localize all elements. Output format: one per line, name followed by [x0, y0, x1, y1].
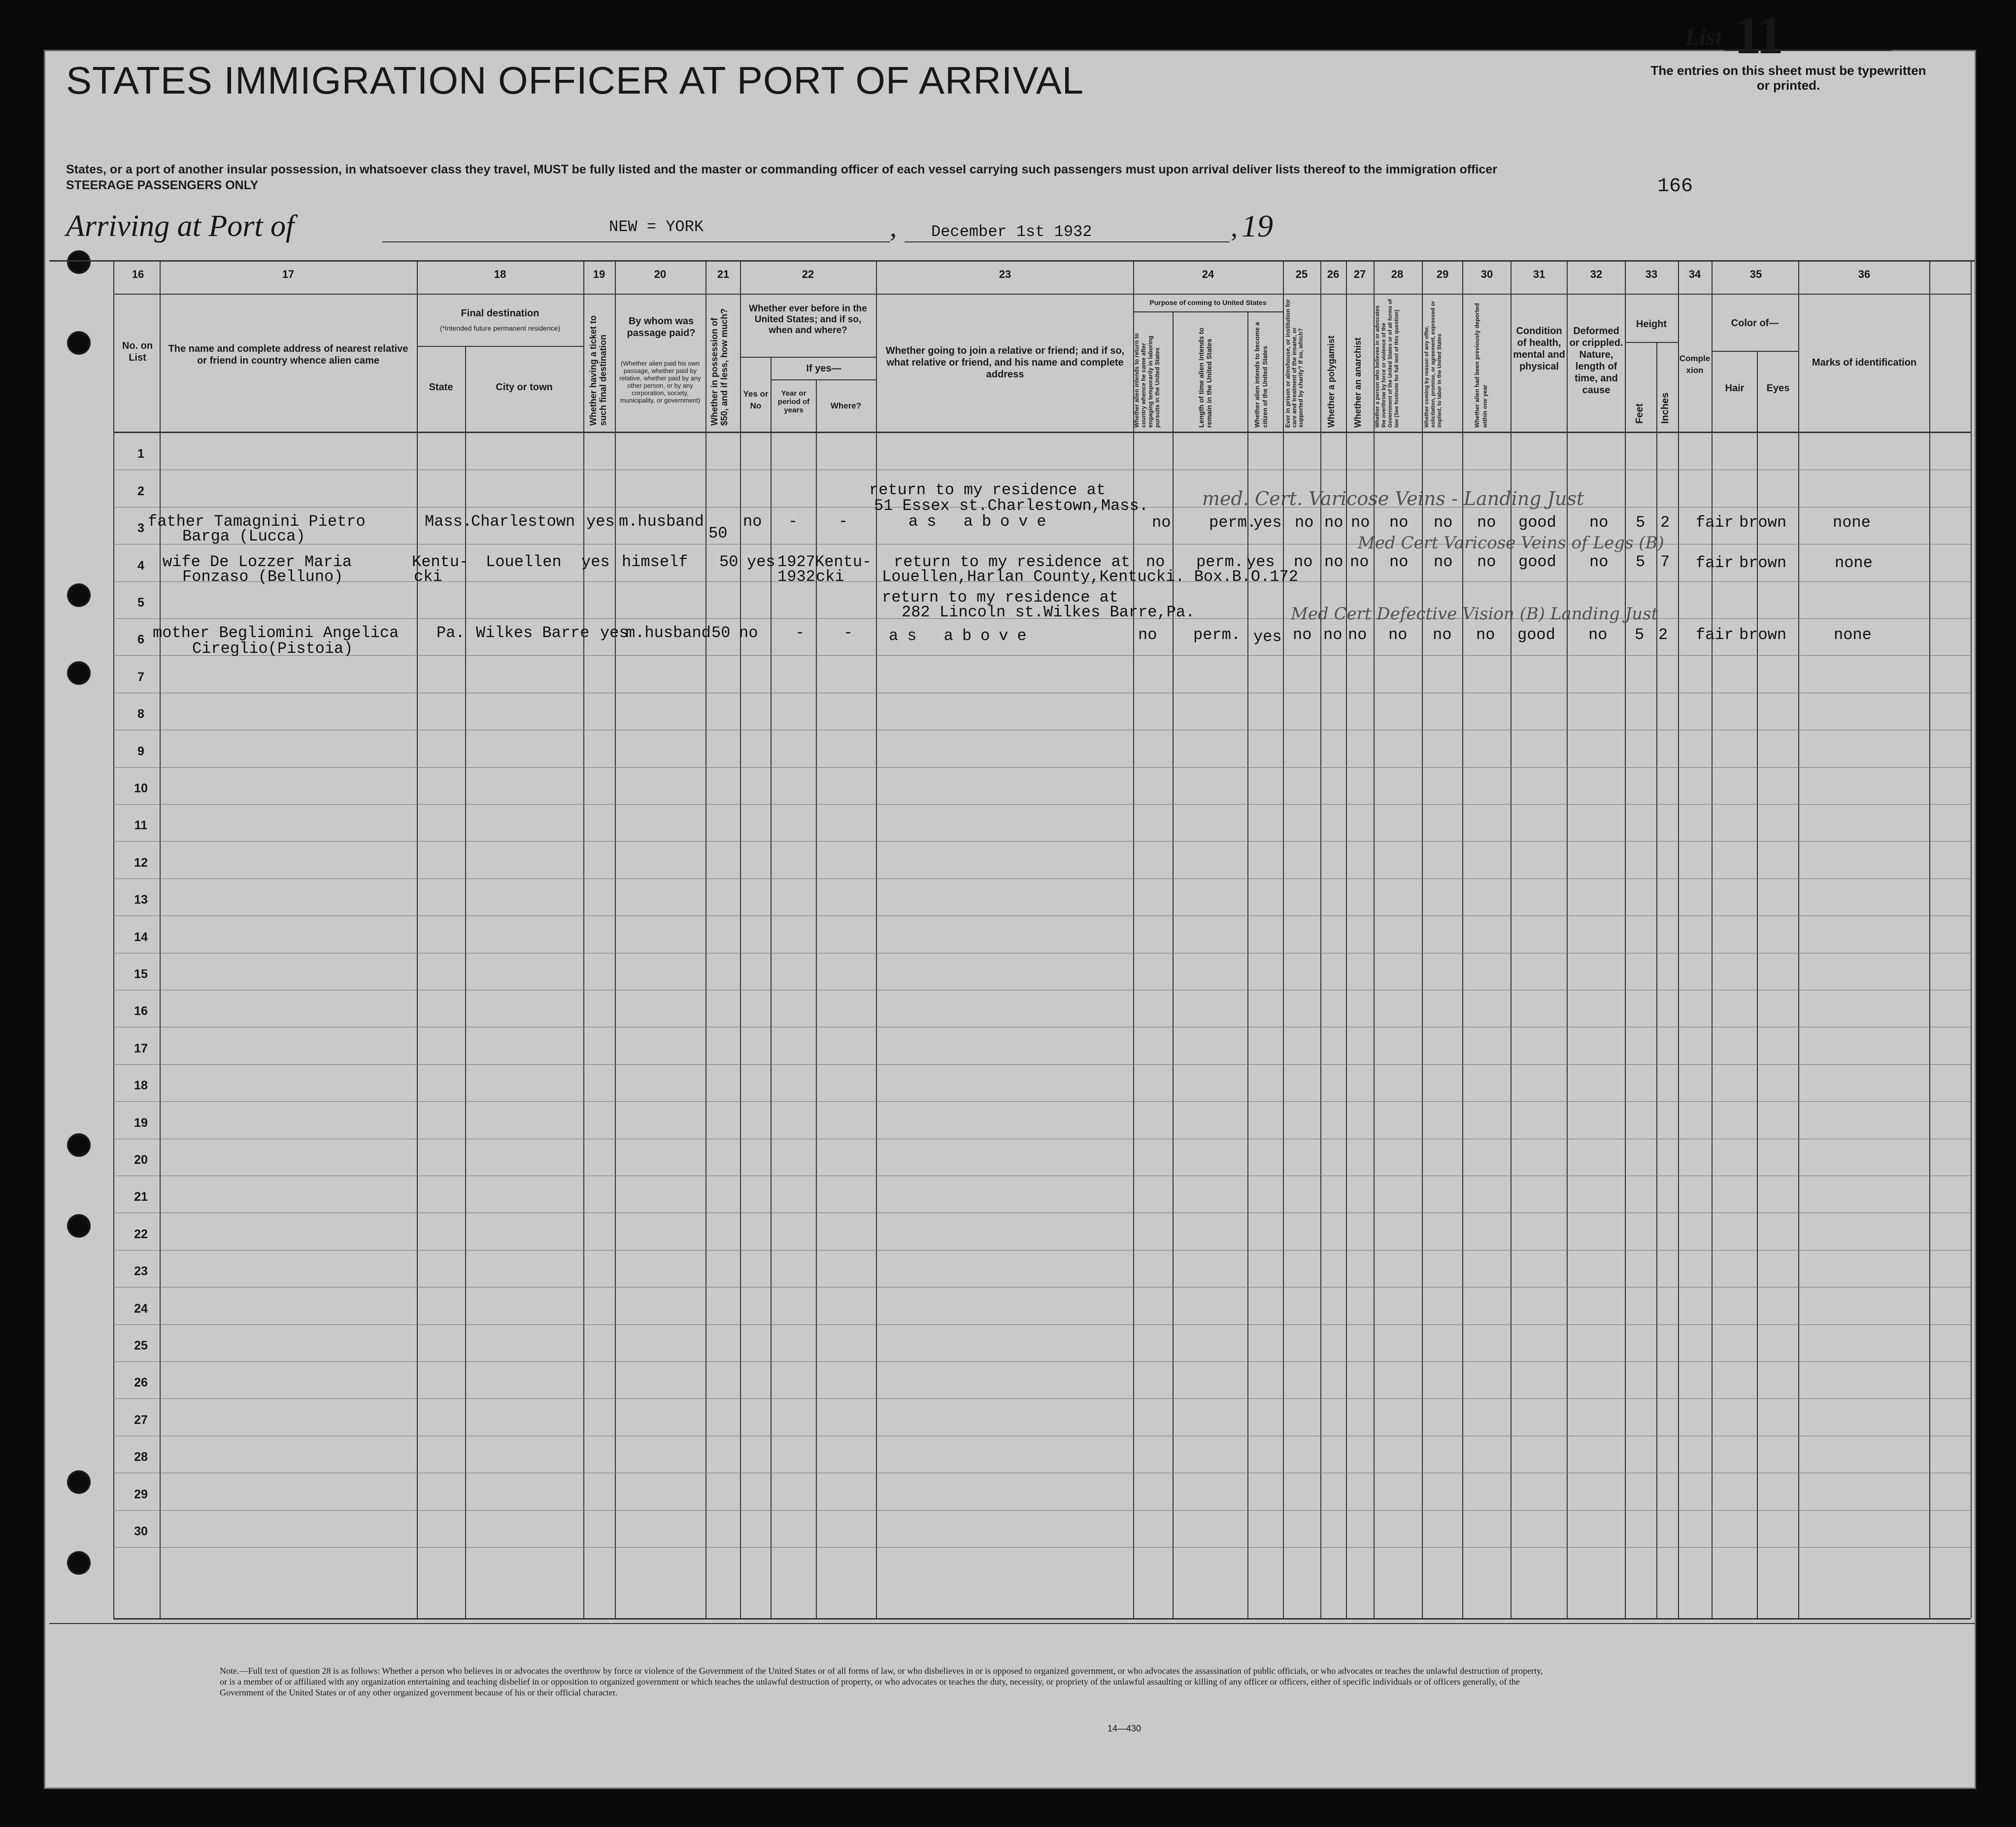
entry-relative: wife De Lozzer Maria — [163, 553, 352, 571]
row-line — [113, 1510, 1971, 1511]
entry-q29: no — [1434, 513, 1453, 532]
entry-relative: mother Begliomini Angelica — [153, 624, 399, 642]
entry-purpose-return: no — [1152, 513, 1171, 532]
height-header: Height — [1636, 319, 1667, 330]
entry-polygamist: no — [1324, 553, 1344, 571]
row-number: 16 — [134, 1004, 148, 1018]
col-number: 20 — [654, 268, 667, 280]
entry-q28: no — [1389, 513, 1409, 532]
col-number: 24 — [1202, 268, 1214, 280]
color-of-header: Color of— — [1731, 318, 1779, 329]
col-line — [1374, 260, 1375, 1618]
purpose-return-header: Whether alien intends to return to country whence he came after engaging temporarily in laboring pursuits in the United States — [1133, 333, 1161, 428]
entry-where: Kentu- — [815, 553, 872, 571]
row-number: 19 — [134, 1116, 148, 1130]
col-number: 19 — [593, 268, 605, 280]
if-yes-header: If yes— — [806, 363, 841, 374]
header-bottom-border — [113, 432, 1971, 433]
col-number: 36 — [1858, 268, 1871, 280]
no-on-list-header: No. on List — [122, 340, 153, 363]
row-line — [113, 841, 1971, 842]
year-suffix: 19 — [1242, 208, 1273, 243]
row-line — [113, 804, 1971, 805]
col-line — [1283, 260, 1284, 1618]
row-line — [113, 1398, 1971, 1399]
marks-header: Marks of identification — [1812, 357, 1917, 368]
col-line — [1971, 260, 1972, 1618]
col-line — [1346, 260, 1347, 1618]
ever-before-header: Whether ever before in the United States; and if so, when and where? — [749, 304, 867, 336]
entry-year-cont: 1932 — [777, 568, 815, 586]
row-number: 22 — [134, 1227, 148, 1241]
col-number: 32 — [1590, 268, 1603, 280]
entry-annotation: med. Cert. Varicose Veins - Landing Just — [1202, 488, 1584, 509]
entry-year: 1927 — [777, 553, 815, 571]
entry-citizen: yes — [1246, 553, 1275, 571]
list-number: 11 — [1734, 5, 1781, 65]
entry-paid-by: himself — [622, 553, 688, 571]
color-divider — [1712, 351, 1798, 352]
entry-length: perm. — [1209, 513, 1257, 532]
entry-citizen: yes — [1253, 513, 1282, 532]
col-number: 29 — [1436, 268, 1449, 280]
where-header: Where? — [830, 401, 862, 410]
row-number: 27 — [134, 1413, 148, 1427]
entry-ticket: yes — [581, 553, 610, 571]
entry-ticket: yes — [586, 512, 615, 531]
col-line — [1567, 260, 1568, 1618]
punch-hole — [67, 250, 91, 274]
purpose-divider — [1133, 311, 1283, 312]
row-number: 23 — [134, 1264, 148, 1278]
entry-join-note: as above — [908, 512, 1055, 531]
entry-hair: brown — [1739, 626, 1787, 644]
entry-anarchist: no — [1350, 553, 1369, 571]
col-number: 26 — [1327, 268, 1340, 280]
entry-marks: none — [1835, 554, 1873, 572]
row-number: 24 — [134, 1302, 148, 1316]
col-line — [583, 260, 584, 1618]
entry-prison: no — [1295, 513, 1314, 532]
steerage-caption: STEERAGE PASSENGERS ONLY — [66, 178, 259, 192]
prison-header: Ever in prison or almshouse, or institution for care and treatment of the insane, or supported by charity? If so, which? — [1284, 299, 1304, 428]
entry-anarchist: no — [1348, 626, 1367, 644]
col-line — [1422, 260, 1423, 1618]
row-line — [113, 1064, 1971, 1065]
punch-hole — [67, 661, 91, 685]
row-line — [113, 1547, 1971, 1548]
entry-relative-town: Cireglio(Pistoia) — [192, 640, 353, 658]
inches-header: Inches — [1660, 392, 1671, 424]
row-number: 30 — [134, 1524, 148, 1538]
col-number: 35 — [1749, 268, 1762, 280]
entry-q30: no — [1477, 513, 1496, 532]
header-caption: States, or a port of another insular possession, in whatsoever class they travel, MUST be fully listed and the master or commanding officer of each vessel carrying such passengers must upon arrival deliver lists thereof to the immigration officer — [66, 163, 1497, 176]
state-header: State — [429, 382, 453, 393]
anarchist-header: Whether an anarchist — [1353, 337, 1363, 428]
col-line — [1798, 260, 1799, 1618]
col-number: 34 — [1688, 268, 1701, 280]
entry-feet: 5 — [1635, 626, 1645, 644]
row-line — [113, 1250, 1971, 1251]
entry-inches: 2 — [1660, 513, 1670, 532]
complexion-header: Complexion — [1679, 354, 1711, 375]
table-bottom-border — [113, 1618, 1971, 1620]
col-line — [1511, 260, 1512, 1618]
entry-relative: father Tamagnini Pietro — [148, 512, 366, 531]
entry-deformed: no — [1589, 513, 1609, 532]
col-line — [417, 260, 418, 1618]
date-underline — [905, 241, 1230, 242]
entry-anarchist: no — [1351, 513, 1370, 532]
entry-join-address: Louellen,Harlan County,Kentucki. Box.B.O.172 — [882, 568, 1298, 586]
page-title: STATES IMMIGRATION OFFICER AT PORT OF ARRIVAL — [66, 59, 1084, 102]
row-number: 17 — [134, 1042, 148, 1055]
row-number: 10 — [134, 781, 148, 795]
col-number: 22 — [802, 268, 814, 280]
entry-health: good — [1518, 513, 1556, 532]
entry-marks: none — [1834, 626, 1872, 644]
entry-state: Kentu- — [412, 553, 469, 571]
entry-complexion: fair — [1696, 513, 1734, 532]
manifest-sheet — [45, 51, 1975, 1788]
port-underline — [382, 241, 890, 242]
entry-deformed: no — [1588, 626, 1608, 644]
col-number: 31 — [1533, 268, 1546, 280]
citizen-intent-header: Whether alien intends to become a citizen of the United States — [1253, 322, 1269, 428]
nearest-relative-header: The name and complete address of nearest relative or friend in country whence alien came — [168, 343, 408, 366]
row-number: 7 — [137, 670, 144, 684]
polygamist-header: Whether a polygamist — [1326, 335, 1336, 428]
entry-q30: no — [1476, 626, 1495, 644]
row-line — [113, 1101, 1971, 1102]
deformed-header: Deformed or crippled. Nature, length of time, and cause — [1569, 326, 1623, 396]
entry-length: perm. — [1196, 553, 1244, 571]
col-line — [1320, 260, 1321, 1618]
row-line — [113, 655, 1971, 656]
col-number: 33 — [1645, 268, 1658, 280]
entry-where: - — [843, 624, 853, 642]
q29-header: Whether coming by reason of any offer, solicitation, promise, or agreement, expressed or implied, to labor in the United States — [1424, 301, 1443, 428]
entry-ever-before: yes — [747, 553, 775, 571]
entry-complexion: fair — [1696, 554, 1734, 572]
year-period-header: Year or period of years — [777, 389, 810, 414]
entry-join-address: 282 Lincoln st.Wilkes Barre,Pa. — [902, 603, 1195, 621]
arriving-label: Arriving at Port of — [66, 209, 295, 243]
col-number: 30 — [1480, 268, 1493, 280]
col-number: 18 — [494, 268, 506, 280]
entry-state: Mass. — [425, 512, 472, 531]
entry-feet: 5 — [1636, 553, 1646, 571]
row-number: 21 — [134, 1190, 148, 1204]
entry-join: return to my residence at — [894, 553, 1131, 571]
col-line — [1712, 260, 1713, 1618]
col-line — [1625, 260, 1626, 1618]
condition-header: Condition of health, mental and physical — [1513, 326, 1565, 372]
list-underline — [1724, 49, 1892, 51]
entry-q28: no — [1388, 626, 1408, 644]
row-number: 12 — [134, 856, 148, 870]
entry-complexion: fair — [1696, 626, 1734, 644]
entry-q28: no — [1389, 553, 1409, 571]
entry-where: - — [839, 512, 848, 531]
entry-health: good — [1517, 626, 1555, 644]
col-line — [1133, 260, 1134, 1618]
entry-hair: brown — [1739, 513, 1787, 532]
col-number: 17 — [282, 268, 295, 280]
entry-money: 50 — [719, 553, 739, 571]
ticket-header: Whether having a ticket to such final destination — [588, 315, 608, 426]
hair-header: Hair — [1725, 383, 1745, 394]
entry-year: - — [788, 512, 798, 531]
final-dest-divider — [417, 346, 583, 347]
entry-prison: no — [1293, 626, 1312, 644]
entry-purpose-return: no — [1146, 553, 1165, 571]
col-line — [876, 260, 877, 1618]
col-line — [1462, 260, 1463, 1618]
by-whom-paid-header: By whom was passage paid? — [627, 316, 696, 338]
join-relative-header: Whether going to join a relative or friend; and if so, what relative or friend, and his name and complete address — [885, 345, 1125, 380]
table-top-border — [49, 260, 1975, 262]
colnum-divider — [113, 294, 1971, 295]
row-number: 26 — [134, 1376, 148, 1389]
entry-deformed: no — [1589, 553, 1609, 571]
row-number: 25 — [134, 1339, 148, 1353]
row-number: 28 — [134, 1450, 148, 1464]
col-line — [740, 260, 741, 1618]
list-label: List — [1685, 24, 1722, 50]
entry-q29: no — [1434, 553, 1453, 571]
city-header: City or town — [496, 382, 553, 393]
col-number: 16 — [132, 268, 144, 280]
col-number: 28 — [1391, 268, 1404, 280]
entry-feet: 5 — [1636, 513, 1646, 532]
col-number: 21 — [717, 268, 730, 280]
entry-annotation: Med Cert Varicose Veins of Legs (B) — [1358, 533, 1664, 553]
col-number: 27 — [1353, 268, 1366, 280]
punch-hole — [67, 1470, 91, 1494]
entry-citizen: yes — [1253, 628, 1282, 646]
entry-marks: none — [1833, 513, 1871, 532]
entry-inches: 2 — [1658, 626, 1668, 644]
row-number: 11 — [134, 818, 148, 832]
entry-prison: no — [1294, 553, 1313, 571]
date-value: December 1st 1932 — [931, 223, 1092, 241]
comma: , — [890, 212, 897, 243]
entry-paid-by: m.husband — [626, 624, 711, 642]
ever-before-divider — [740, 357, 876, 358]
entry-health: good — [1518, 553, 1556, 571]
row-line — [113, 1361, 1971, 1362]
by-whom-paid-note: (Whether alien paid his own passage, whether paid by relative, whether paid by any other person, or by any corporation, society, municipality, or government) — [619, 360, 701, 404]
final-destination-note: (*Intended future permanent residence) — [439, 324, 561, 332]
entry-state-cont: cki — [414, 568, 442, 586]
col-line — [771, 357, 772, 1618]
entry-relative-town: Fonzaso (Belluno) — [182, 568, 343, 586]
entry-annotation: Med Cert Defective Vision (B) Landing Just — [1291, 604, 1658, 624]
entry-money: 50 — [711, 624, 731, 642]
punch-hole — [67, 583, 91, 607]
entry-city: Wilkes Barre — [476, 624, 590, 642]
entry-state: Pa. — [437, 624, 465, 642]
entry-join-note: as above — [889, 627, 1036, 645]
yes-or-no-header: Yes or No — [743, 389, 769, 410]
entry-city: Louellen — [486, 553, 562, 571]
form-number: 14—430 — [1108, 1724, 1142, 1733]
comma: , — [1231, 212, 1238, 243]
row-number: 2 — [137, 484, 144, 498]
entry-q30: no — [1477, 553, 1496, 571]
entry-join-address: 51 Essex st.Charlestown,Mass. — [874, 497, 1148, 515]
eyes-header: Eyes — [1766, 383, 1790, 394]
entry-length: perm. — [1193, 626, 1241, 644]
length-of-stay-header: Length of time alien intends to remain in the United States — [1197, 328, 1213, 428]
entry-q29: no — [1433, 626, 1452, 644]
row-number: 1 — [137, 447, 144, 461]
punch-hole — [67, 1551, 91, 1575]
row-number: 9 — [137, 744, 144, 758]
col-line — [1678, 260, 1679, 1618]
row-line — [113, 1324, 1971, 1325]
port-value: NEW = YORK — [609, 218, 704, 236]
entry-purpose-return: no — [1138, 626, 1157, 644]
entry-relative-town: Barga (Lucca) — [182, 527, 305, 545]
entry-ticket: yes — [600, 624, 629, 642]
feet-header: Feet — [1634, 403, 1645, 424]
q28-header: Whether a person who believes in or advocates the overthrow by force or violence of the Government of the United States or of all forms of law (See footnote for full text of this question) — [1375, 299, 1400, 428]
col-number: 25 — [1295, 268, 1308, 280]
row-number: 15 — [134, 967, 148, 981]
row-number: 18 — [134, 1079, 148, 1092]
entry-ever-before: no — [743, 512, 762, 531]
punch-hole — [67, 331, 91, 355]
entry-polygamist: no — [1324, 513, 1344, 532]
entry-hair: brown — [1739, 554, 1787, 572]
q30-header: Whether alien had been previously deported within one year — [1474, 303, 1488, 428]
row-number: 8 — [137, 707, 144, 721]
col-line — [160, 260, 161, 1618]
row-number: 3 — [137, 521, 144, 535]
row-number: 4 — [137, 559, 144, 573]
entry-join: return to my residence at — [882, 588, 1119, 607]
entries-note: The entries on this sheet must be typewritten or printed. — [1650, 63, 1926, 93]
col-line — [1929, 260, 1930, 1618]
if-yes-divider — [771, 379, 876, 380]
row-number: 6 — [137, 633, 144, 646]
purpose-header: Purpose of coming to United States — [1149, 299, 1267, 306]
entry-money: 50 — [708, 524, 728, 542]
entry-paid-by: m.husband — [619, 512, 704, 531]
row-number: 20 — [134, 1153, 148, 1167]
entry-city: Charlestown — [471, 512, 575, 531]
entry-ever-before: no — [739, 624, 758, 642]
col-line — [615, 260, 616, 1618]
entry-where-cont: cki — [816, 568, 844, 586]
punch-hole — [67, 1214, 91, 1238]
entry-year: - — [795, 624, 805, 642]
entry-join: return to my residence at — [869, 481, 1106, 499]
col-line — [113, 260, 114, 1618]
row-number: 29 — [134, 1488, 148, 1501]
row-number: 13 — [134, 893, 148, 907]
entry-inches: 7 — [1660, 553, 1670, 571]
height-divider — [1625, 342, 1678, 343]
entry-polygamist: no — [1323, 626, 1343, 644]
row-line — [113, 767, 1971, 768]
row-number: 14 — [134, 930, 148, 944]
possession-50-header: Whether in possession of $50, and if less, how much? — [709, 308, 729, 426]
footnote: Note.—Full text of question 28 is as follows: Whether a person who believes in or advocates the overthrow by force or violence of the Government of the United States or of all forms of law, or who disbelieves in or is opposed to organized government, or who advocates the assassination of public officials, or who advocates or teaches the unlawful destruction of property, or is a member of or affiliated with any organization entertaining and teaching disbelief in or opposition to organized government or which teaches the unlawful destruction of property, or who advocates or teaches the duty, necessity, or propriety of the unlawful assaulting or killing of any officer or officers, either of specific individuals or of officers generally, of the Government of the United States or of any other organized government because of his or their official character. — [220, 1666, 1543, 1697]
sheet-bottom-rule — [49, 1623, 1975, 1624]
row-line — [113, 915, 1971, 916]
final-destination-header: Final destination — [461, 308, 539, 319]
punch-hole — [67, 1133, 91, 1157]
col-line — [1757, 351, 1758, 1618]
col-line — [465, 346, 466, 1618]
col-number: 23 — [999, 268, 1011, 280]
stamp-number: 166 — [1657, 175, 1693, 198]
row-number: 5 — [137, 596, 144, 609]
